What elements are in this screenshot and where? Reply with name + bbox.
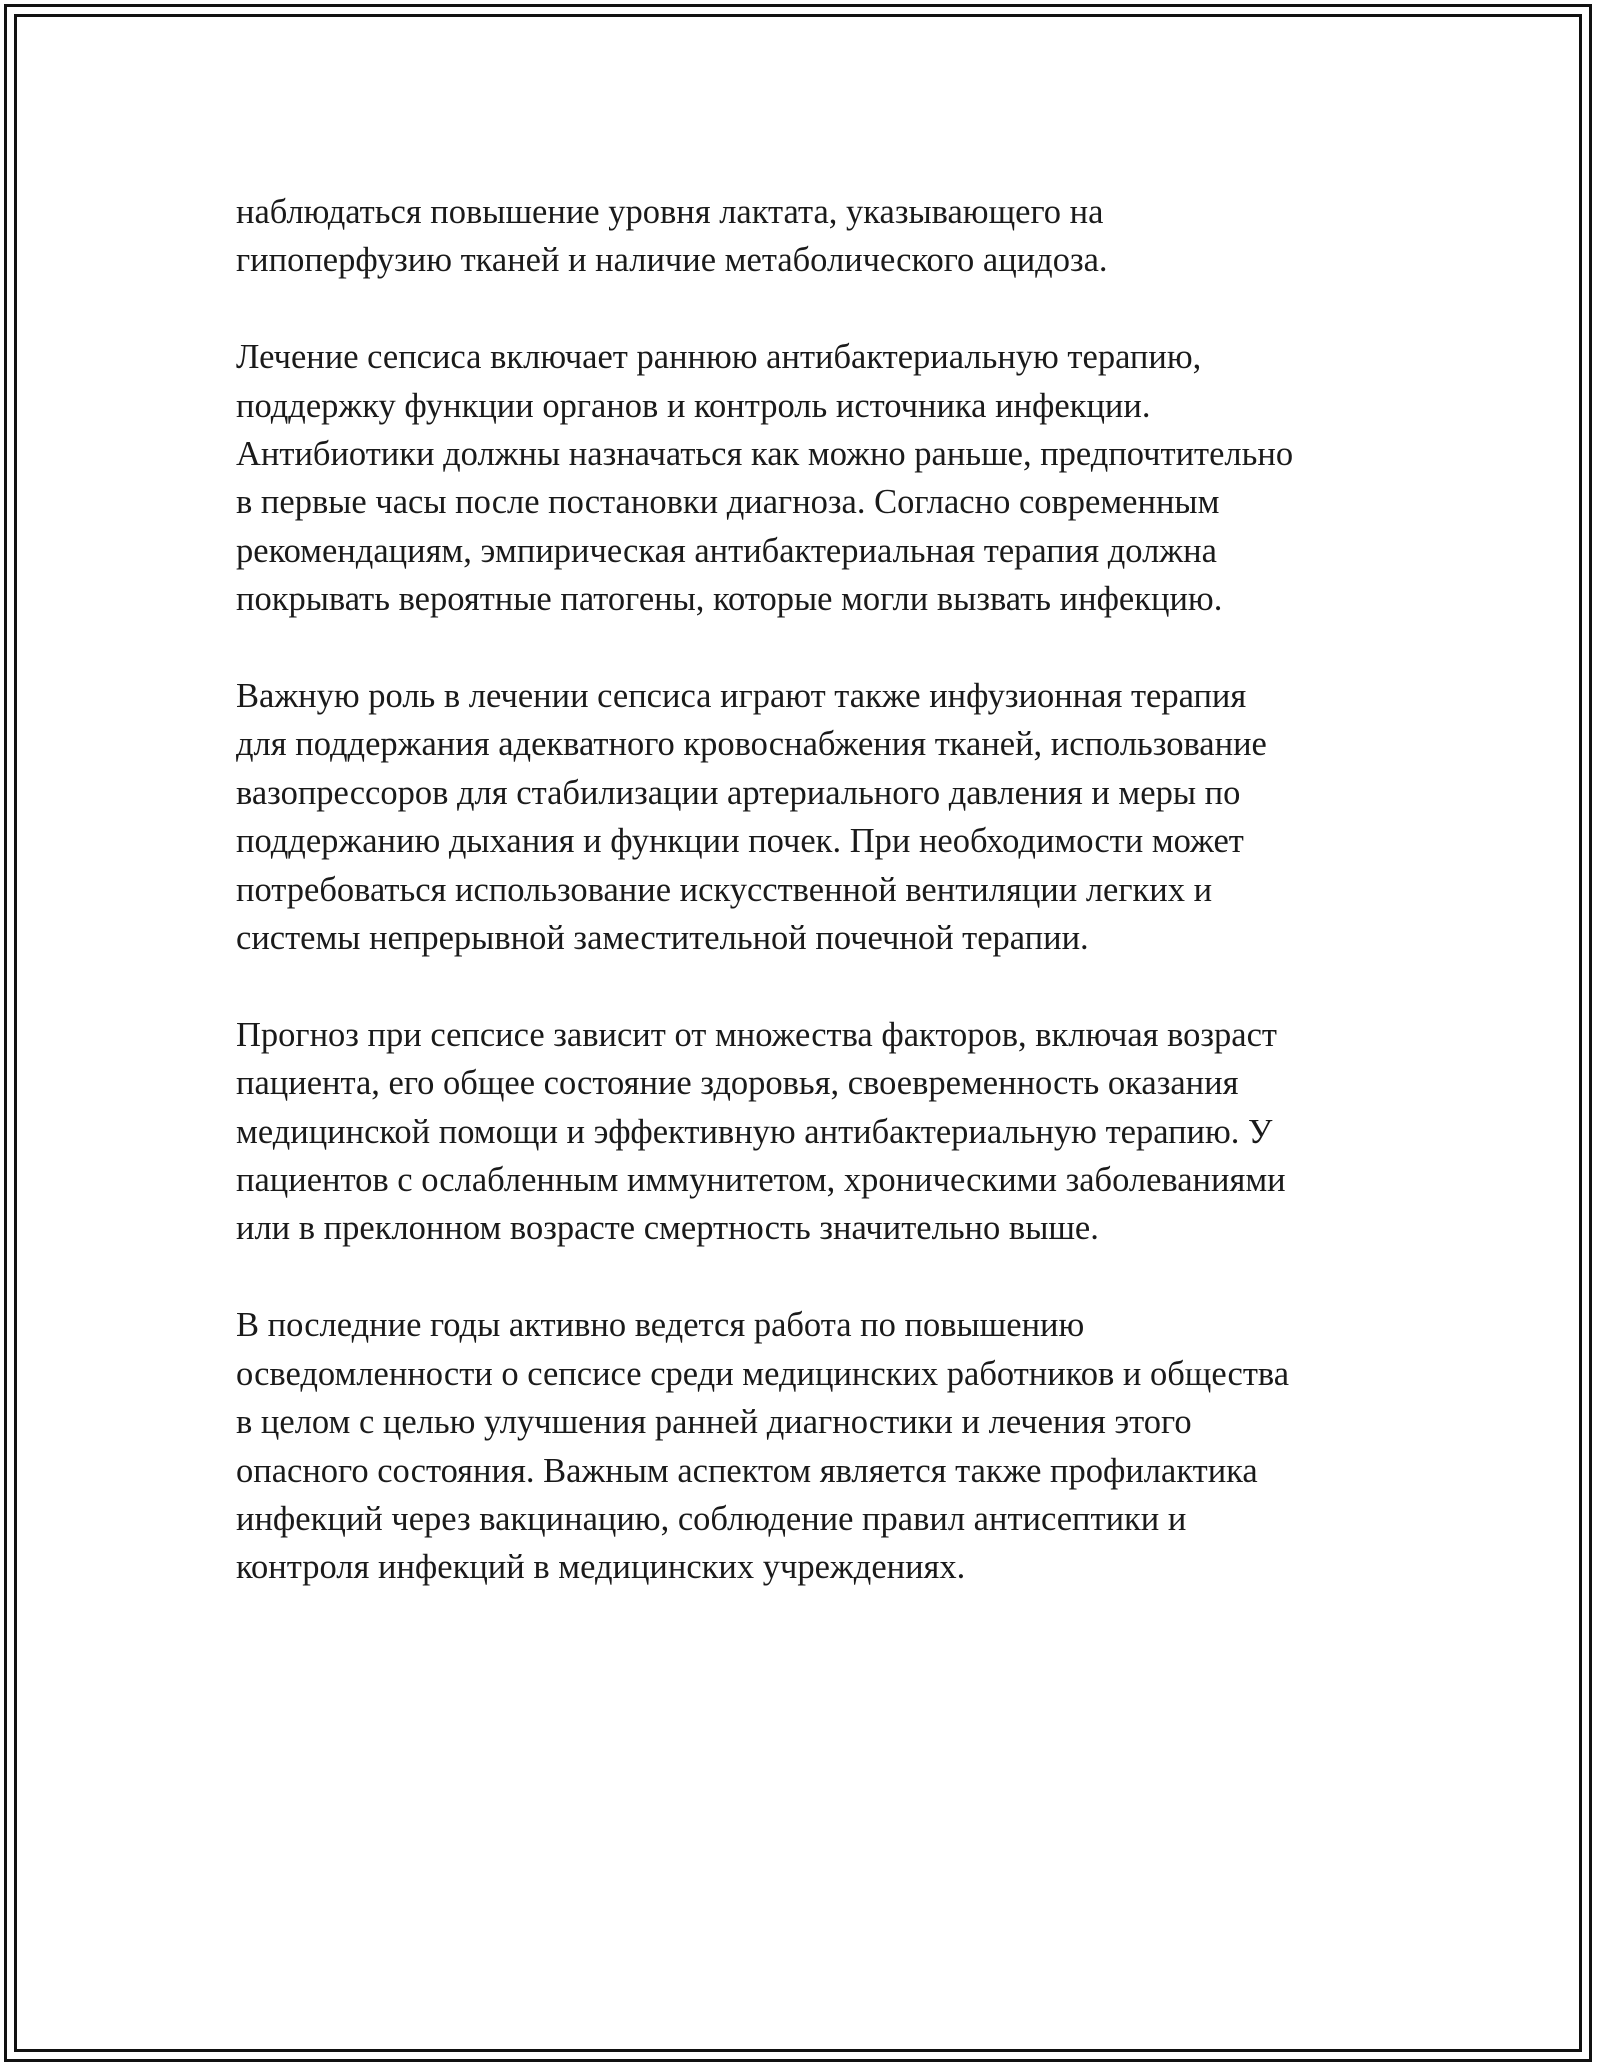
paragraph-awareness: В последние годы активно ведется работа по повышению осведомленности о сепсисе среди медицинских работников и общества в целом с целью улучшения ранней диагностики и лечения этого опасного состояния. Важным аспектом является также профилактика инфекций через вакцинацию, соблюдение правил антисептики и контроля инфекций в медицинских учреждениях. [236, 1306, 1290, 1587]
document-body [236, 188, 1416, 1640]
paragraph-prognosis: Прогноз при сепсисе зависит от множества факторов, включая возраст пациента, его общее состояние здоровья, своевременность оказания медицинской помощи и эффективную антибактериальную терапию. У пациентов с ослабленным иммунитетом, хроническими заболеваниями или в преклонном возрасте смертность значительно выше. [236, 1015, 1286, 1248]
paragraph-infusion-therapy: Важную роль в лечении сепсиса играют также инфузионная терапия для поддержания адекватного кровоснабжения тканей, использование вазопрессоров для стабилизации артериального давления и меры по поддержанию дыхания и функции почек. При необходимости может потребоваться использование искусственной вентиляции легких и системы непрерывной заместительной почечной терапии. [236, 677, 1267, 958]
paragraph-lactate: наблюдаться повышение уровня лактата, указывающего на гипоперфузию тканей и наличие метаболического ацидоза. [236, 193, 1108, 280]
paragraph-treatment: Лечение сепсиса включает раннюю антибактериальную терапию, поддержку функции органов и контроль источника инфекции. Антибиотики должны назначаться как можно раньше, предпочтительно в первые часы после постановки диагноза. Согласно современным рекомендациям, эмпирическая антибактериальная терапия должна покрывать вероятные патогены, которые могли вызвать инфекцию. [236, 338, 1294, 619]
